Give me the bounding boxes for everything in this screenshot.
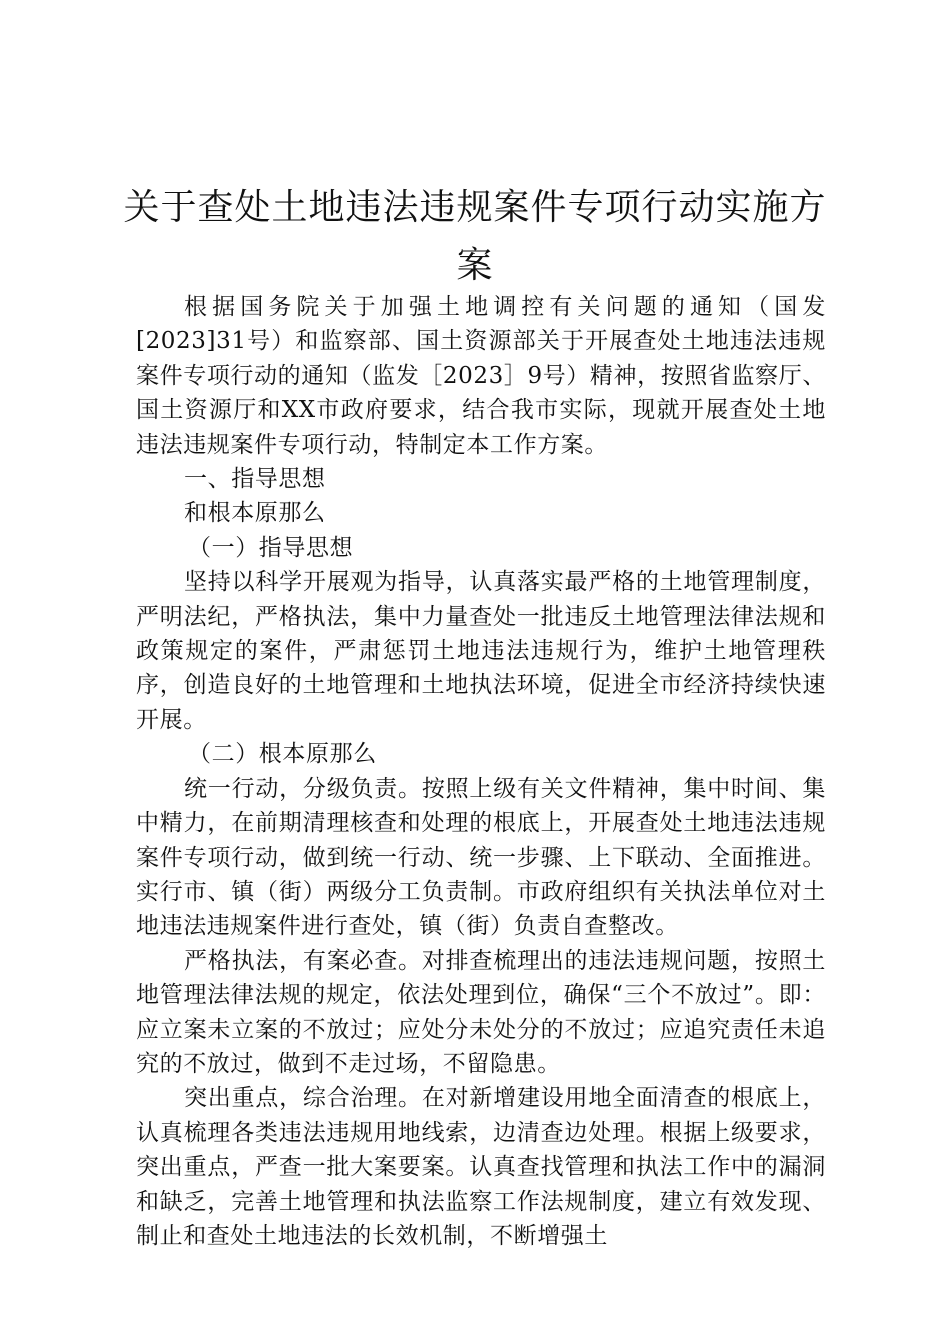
subsection-heading-2: （二）根本原那么: [188, 741, 377, 768]
subsection-heading-1: （一）指导思想: [188, 534, 354, 561]
principle-paragraph-3: 突出重点，综合治理。在对新增建设用地全面清查的根底上，认真梳理各类违法违规用地线索，边清查边处理。根据上级要求，突出重点，严查一批大案要案。认真查找管理和执法工作中的漏洞和缺乏，完善土地管理和执法监察工作法规制度，建立有效发现、制止和查处土地违法的长效机制，不断增强土: [136, 1085, 826, 1249]
principle-paragraph-2: 严格执法，有案必查。对排查梳理出的违法违规问题，按照土地管理法律法规的规定，依法处理到位，确保“三个不放过”。即：应立案未立案的不放过；应处分未处分的不放过；应追究责任未追究的不放过，做到不走过场，不留隐患。: [136, 947, 826, 1077]
section-heading-1: 一、指导思想: [184, 466, 326, 493]
principle-paragraph-1: 统一行动，分级负责。按照上级有关文件精神，集中时间、集中精力，在前期清理核查和处理的根底上，开展查处土地违法违规案件专项行动，做到统一行动、统一步骤、上下联动、全面推进。实行市、镇（街）两级分工负责制。市政府组织有关执法单位对土地违法违规案件进行查处，镇（街）负责自查整改。: [136, 775, 826, 940]
document-body: [136, 290, 826, 1253]
section-heading-1-continued: 和根本原那么: [184, 500, 326, 527]
guiding-ideology-paragraph: 坚持以科学开展观为指导，认真落实最严格的土地管理制度，严明法纪，严格执法，集中力量查处一批违反土地管理法律法规和政策规定的案件，严肃惩罚土地违法违规行为，维护土地管理秩序，创造良好的土地管理和土地执法环境，促进全市经济持续快速开展。: [136, 569, 826, 733]
intro-paragraph: 根据国务院关于加强土地调控有关问题的通知（国发[2023]31号）和监察部、国土资源部关于开展查处土地违法违规案件专项行动的通知（监发［2023］9号）精神，按照省监察厅、国土资源厅和XX市政府要求，结合我市实际，现就开展查处土地违法违规案件专项行动，特制定本工作方案。: [136, 294, 826, 458]
document-title-line-2: 案: [456, 245, 494, 286]
document-title-line-1: 关于查处土地违法违规案件专项行动实施方: [123, 187, 827, 228]
